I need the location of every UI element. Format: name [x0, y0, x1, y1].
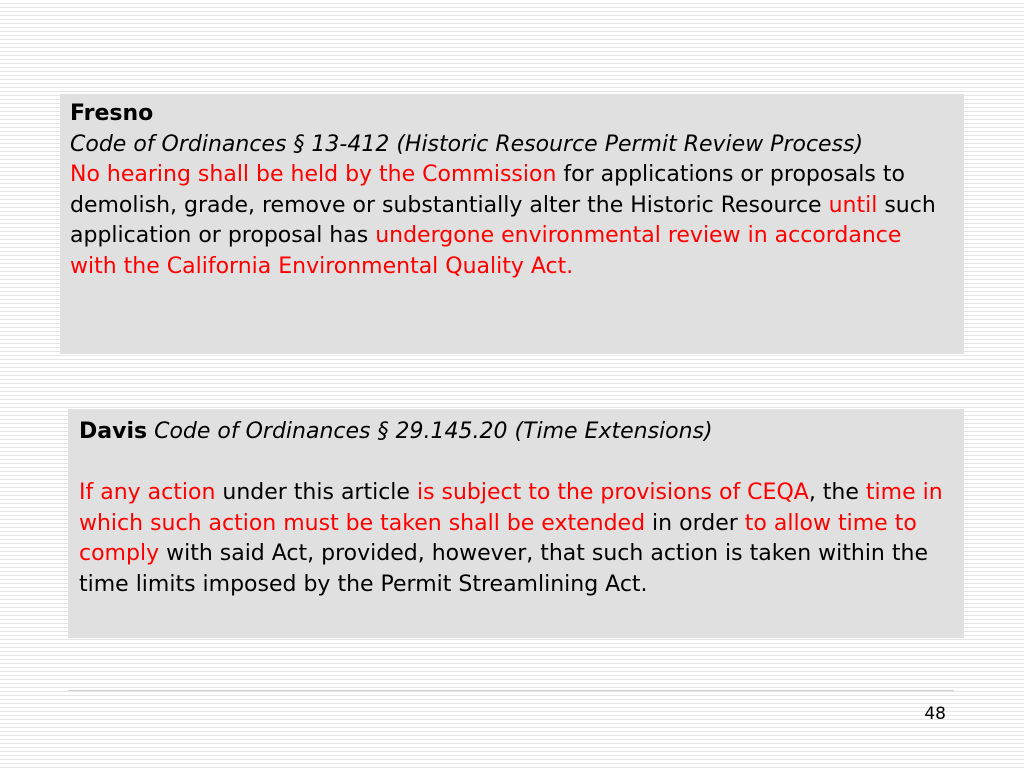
davis-body-segment: with said Act, provided, however, that such action is taken within the time limits imposed by the Permit Streamlining Act. — [79, 541, 928, 597]
davis-body-segment: time in which such action must be taken shall be extended — [79, 480, 943, 536]
fresno-body-segment: such application or proposal has — [70, 192, 936, 249]
fresno-body-segment: until — [828, 192, 878, 218]
page-number: 48 — [924, 704, 946, 724]
fresno-heading: Fresno — [70, 101, 154, 126]
davis-body-segment: is subject to the provisions of CEQA — [416, 480, 809, 506]
fresno-body-segment: No hearing shall be held by the Commission — [70, 162, 557, 188]
davis-body-segment: under this article — [215, 480, 417, 506]
footer-divider — [68, 690, 954, 691]
blank-line — [79, 448, 954, 479]
fresno-body-segment: for applications or proposals to demolish, grade, remove or substantially alter the Historic Resource — [70, 162, 905, 218]
davis-citation: Code of Ordinances § 29.145.20 (Time Extensions) — [154, 419, 713, 444]
davis-title-line — [79, 417, 954, 448]
fresno-ordinance-box — [60, 94, 964, 354]
davis-body-segment: , the — [808, 480, 866, 506]
davis-body-segment: to allow time to comply — [79, 510, 917, 567]
davis-heading: Davis — [79, 419, 148, 444]
fresno-body-text — [70, 160, 954, 282]
davis-ordinance-box — [68, 409, 964, 638]
fresno-body-segment: undergone environmental review in accordance with the California Environmental Quality Act. — [70, 223, 902, 279]
davis-body-text — [79, 478, 954, 600]
davis-body-segment: If any action — [79, 480, 216, 506]
davis-body-segment: in order — [645, 510, 745, 536]
fresno-citation: Code of Ordinances § 13-412 (Historic Resource Permit Review Process) — [70, 131, 864, 157]
